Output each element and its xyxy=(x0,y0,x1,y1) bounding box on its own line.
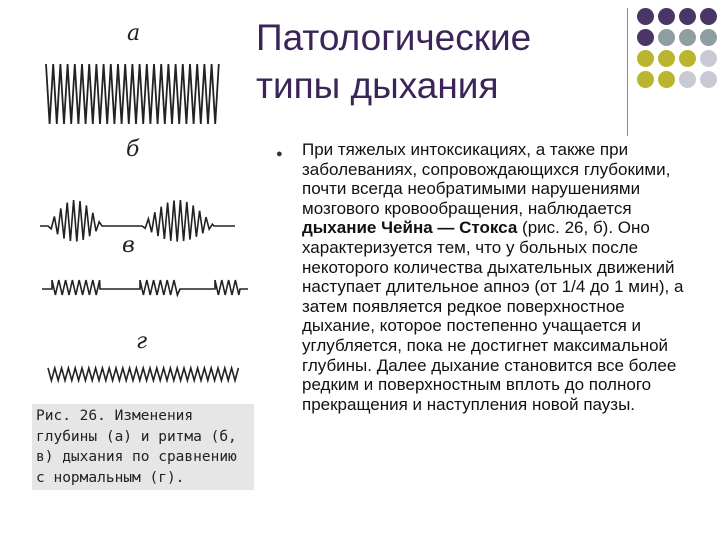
trace-a xyxy=(46,64,219,124)
body-text-bold: дыхание Чейна — Стокса xyxy=(302,218,518,238)
decorative-dot xyxy=(637,71,654,88)
decorative-dot xyxy=(658,29,675,46)
figure-label-g: г xyxy=(136,329,148,354)
decorative-dot xyxy=(679,29,696,46)
figure-caption: Рис. 26. Изменения глубины (а) и ритма (б, в) дыхания по сравнению с нормальным (г). xyxy=(32,404,254,490)
trace-v xyxy=(42,280,248,295)
decorative-dot xyxy=(637,8,654,25)
decorative-dot xyxy=(679,50,696,67)
title-line-1: Патологические xyxy=(256,17,532,58)
body-text-after: (рис. 26, б). Оно характеризуется тем, что у больных после некоторого количества дыхательных движений наступает длительное апноэ (от 1/4 до 1 мин), а затем появляется редкое поверхностное дыхание, которое постепенно учащается и углубляется, пока не достигнет максимальной глубины. Далее дыхание становится все более редким и поверхностным вплоть до полного прекращения и наступления новой паузы. xyxy=(302,218,684,414)
decorative-dot xyxy=(658,50,675,67)
decorative-dot xyxy=(658,8,675,25)
trace-g xyxy=(48,368,238,381)
decorative-dot xyxy=(679,71,696,88)
decorative-dot xyxy=(700,71,717,88)
decorative-dot xyxy=(700,50,717,67)
title-divider xyxy=(627,8,628,136)
decorative-dot xyxy=(637,50,654,67)
page-title xyxy=(256,14,586,110)
trace-b xyxy=(40,200,235,242)
decorative-dot xyxy=(658,71,675,88)
title-line-2: типы дыхания xyxy=(256,65,499,106)
decorative-dot xyxy=(700,8,717,25)
body-paragraph xyxy=(302,140,702,414)
figure-label-b: б xyxy=(126,137,140,162)
figure-label-v: в xyxy=(122,233,135,258)
decorative-dot xyxy=(637,29,654,46)
decorative-dot xyxy=(679,8,696,25)
body-text-before: При тяжелых интоксикациях, а также при заболеваниях, сопровождающихся глубокими, почти всегда необратимыми нарушениями мозгового кровообращения, наблюдается xyxy=(302,140,671,218)
decorative-dot xyxy=(700,29,717,46)
bullet-marker: ● xyxy=(276,148,283,160)
figure-label-a: а xyxy=(127,21,141,46)
